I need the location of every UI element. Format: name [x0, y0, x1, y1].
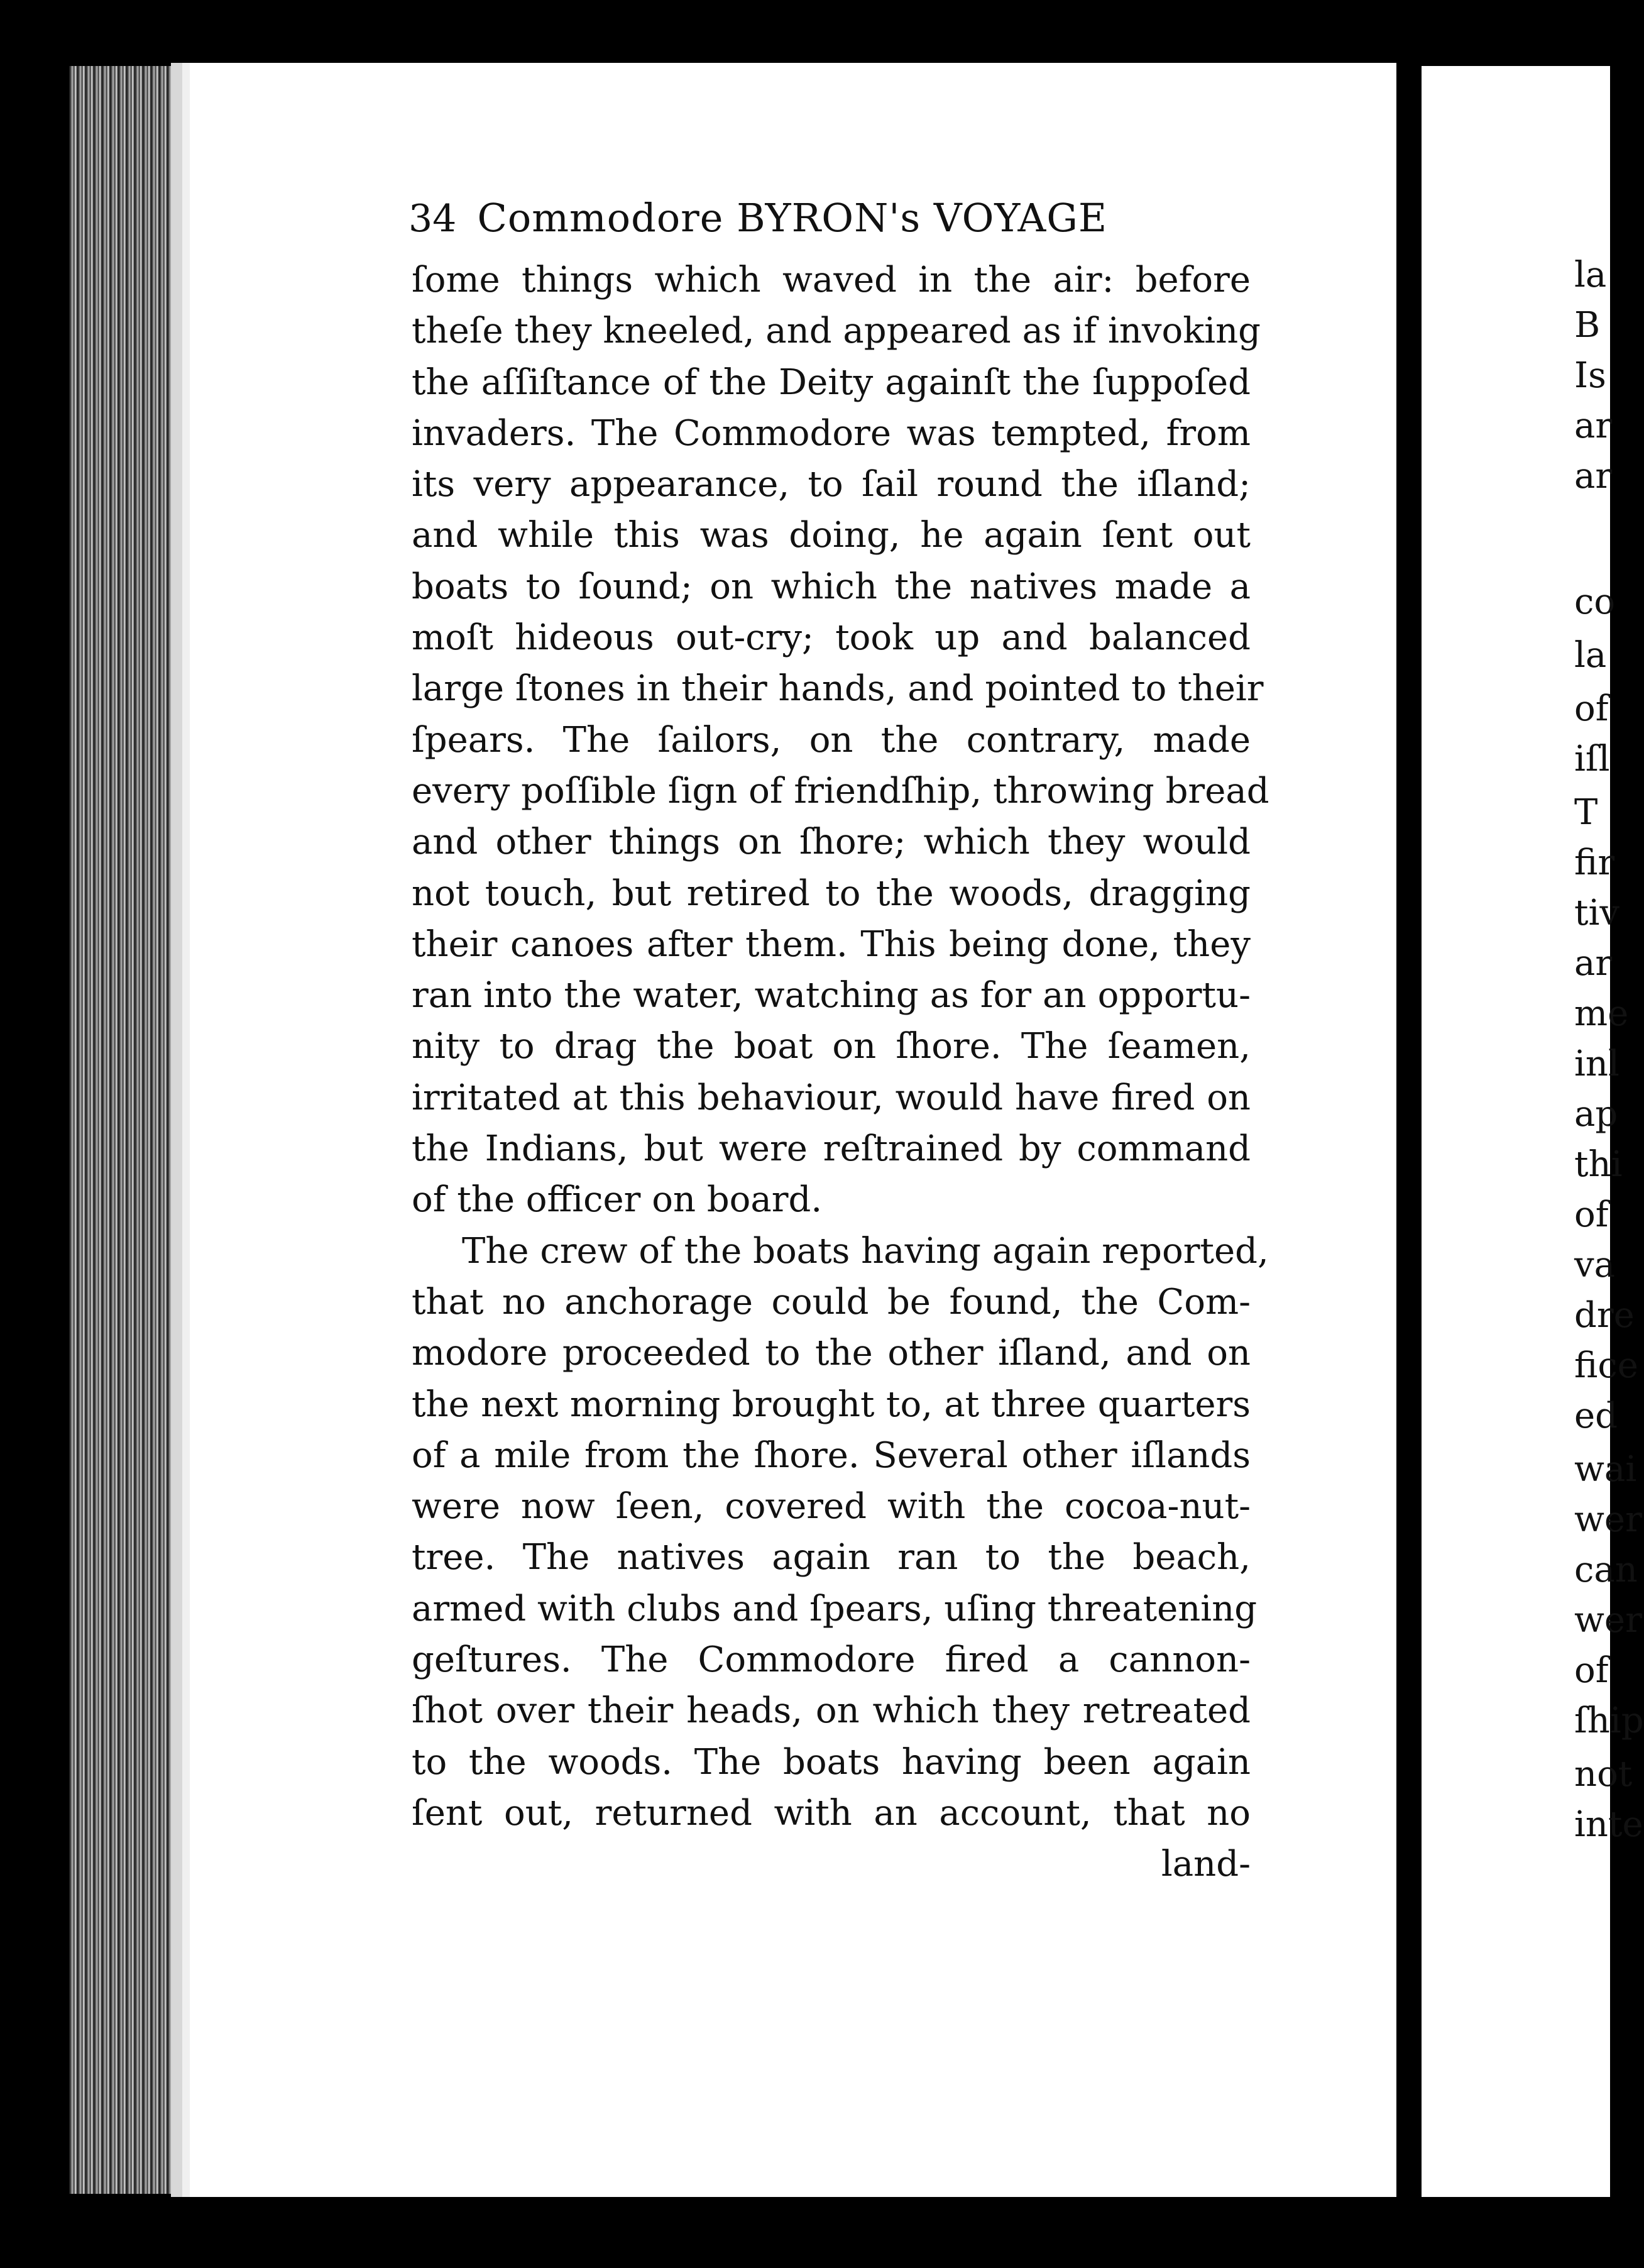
page-number: 34	[408, 197, 457, 241]
catchword: land-	[1161, 1844, 1251, 1885]
facing-page-fragment: iſl	[1574, 739, 1610, 779]
facing-page-fragment: ap	[1574, 1094, 1618, 1135]
facing-page-fragment: ar	[1574, 943, 1613, 984]
text-line: ſhot over their heads, on which they retreated	[412, 1690, 1251, 1732]
facing-page-fragment: ſhip	[1574, 1700, 1644, 1741]
facing-page-fragment: thi	[1574, 1144, 1623, 1185]
running-title: Commodore BYRON's VOYAGE	[477, 195, 1108, 241]
text-line: armed with clubs and ſpears, uſing threatening	[412, 1588, 1258, 1629]
facing-page-fragment: can	[1574, 1550, 1638, 1590]
text-line: ſome things which waved in the air: before	[412, 260, 1251, 300]
text-line: ſpears. The ſailors, on the contrary, made	[412, 719, 1251, 761]
facing-page-fragment: fice	[1574, 1345, 1638, 1386]
running-head	[408, 195, 1238, 251]
facing-page-fragment: wai	[1574, 1449, 1637, 1490]
text-line: of the officer on board.	[412, 1179, 823, 1221]
text-line: of a mile from the ſhore. Several other iſlands	[412, 1434, 1251, 1476]
gutter	[1396, 60, 1422, 2203]
facing-page-fragment: ed	[1574, 1395, 1618, 1436]
facing-page-fragment: inte	[1574, 1804, 1643, 1845]
text-line: The crew of the boats having again reported,	[462, 1230, 1269, 1272]
text-line: and while this was doing, he again ſent out	[412, 515, 1251, 556]
text-line: that no anchorage could be found, the Com-	[412, 1281, 1251, 1323]
facing-page-fragment: ar	[1574, 405, 1613, 446]
facing-page-fragment: inl	[1574, 1043, 1619, 1084]
page-edges	[69, 66, 182, 2194]
facing-page-fragment: va	[1574, 1245, 1616, 1285]
facing-page-fragment: B	[1574, 305, 1601, 346]
text-line: boats to ſound; on which the natives made a	[412, 566, 1251, 607]
text-line: the aſſiſtance of the Deity againſt the ſuppoſed	[412, 361, 1251, 403]
facing-page-fragment: tiv	[1574, 893, 1620, 933]
facing-page-fragment: wer	[1574, 1600, 1642, 1641]
text-line: ran into the water, watching as for an opportu-	[412, 975, 1251, 1016]
body-text	[412, 255, 1269, 1890]
text-line: to the woods. The boats having been again	[412, 1741, 1251, 1783]
text-line: irritated at this behaviour, would have fired on	[412, 1077, 1251, 1118]
facing-page-fragment: la	[1574, 255, 1607, 295]
facing-page-fragment: co	[1574, 581, 1616, 622]
facing-page-fragment: not	[1574, 1754, 1633, 1795]
text-line: the next morning brought to, at three quarters	[412, 1384, 1251, 1425]
text-line: moſt hideous out-cry; took up and balanced	[412, 617, 1251, 659]
facing-page-fragment: of	[1574, 688, 1609, 729]
text-line: every poſſible ſign of friendſhip, throwing bread	[412, 770, 1269, 812]
text-line: not touch, but retired to the woods, dragging	[412, 873, 1251, 914]
text-line: their canoes after them. This being done, they	[412, 923, 1251, 965]
text-line: geſtures. The Commodore fired a cannon-	[412, 1639, 1251, 1681]
facing-page-fragment: of	[1574, 1194, 1609, 1235]
facing-page-fragment: dre	[1574, 1295, 1635, 1336]
facing-page-fragment: T	[1574, 792, 1598, 833]
facing-page-fragment: wer	[1574, 1499, 1642, 1540]
text-line: ſent out, returned with an account, that no	[412, 1792, 1251, 1834]
text-line: invaders. The Commodore was tempted, from	[412, 412, 1251, 454]
facing-page-fragment: of	[1574, 1650, 1609, 1691]
text-line: theſe they kneeled, and appeared as if invoking	[412, 311, 1261, 352]
text-line: were now ſeen, covered with the cocoa-nut-	[412, 1486, 1251, 1528]
text-line: modore proceeded to the other iſland, and on	[412, 1333, 1251, 1374]
text-line: tree. The natives again ran to the beach,	[412, 1537, 1251, 1578]
text-line: nity to drag the boat on ſhore. The ſeamen,	[412, 1026, 1251, 1067]
facing-page-fragment: la	[1574, 635, 1607, 676]
text-line: its very appearance, to ſail round the iſland;	[412, 464, 1251, 505]
facing-page-fragment: me	[1574, 993, 1629, 1034]
text-line: the Indians, but were reſtrained by command	[412, 1128, 1251, 1170]
facing-page-fragment: Is	[1574, 355, 1606, 396]
facing-page-fragment: ar	[1574, 456, 1613, 497]
facing-page-fragment: fir	[1574, 842, 1615, 883]
text-line: large ſtones in their hands, and pointed to their	[412, 668, 1264, 710]
text-line: and other things on ſhore; which they would	[412, 822, 1251, 863]
